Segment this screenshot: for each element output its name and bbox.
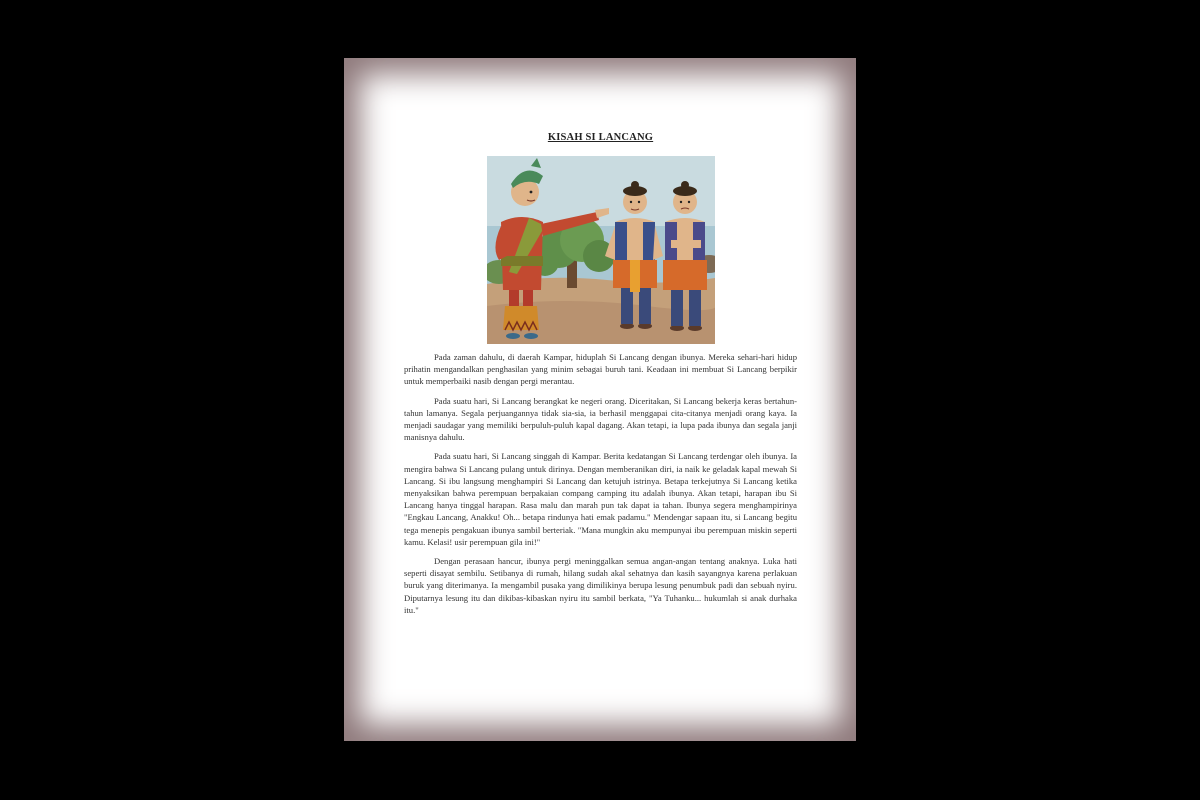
story-paragraph-2: Pada suatu hari, Si Lancang berangkat ke negeri orang. Diceritakan, Si Lancang bekerja keras bertahun-tahun lamanya. Segala perjuangannya tidak sia-sia, ia berhasil menggapai cita-citanya menjadi orang kaya. Ia menjadi saudagar yang memiliki berpuluh-puluh kapal dagang. Akan tetapi, ia lupa pada ibunya dan segala janji manisnya dahulu. [404, 395, 797, 443]
story-paragraph-4: Dengan perasaan hancur, ibunya pergi meninggalkan semua angan-angan tentang anaknya. Luka hati seperti disayat sembilu. Setibanya di rumah, hilang sudah akal sehatnya dan kasih sayangnya karena perlakuan buruk yang diterimanya. Ia mengambil pusaka yang dimilikinya berupa lesung penumbuk padi dan sebuah nyiru. Diputarnya lesung itu dan dikibas-kibaskan nyiru itu sambil berkata, "Ya Tuhanku... hukumlah si anak durhaka itu." [404, 556, 797, 615]
story-illustration [487, 156, 715, 344]
page-content [404, 132, 797, 623]
page-title: KISAH SI LANCANG [547, 132, 654, 143]
story-paragraph-3: Pada suatu hari, Si Lancang singgah di Kampar. Berita kedatangan Si Lancang terdengar oleh ibunya. Ia mengira bahwa Si Lancang pulang untuk dirinya. Dengan memberanikan diri, ia naik ke geladak kapal mewah Si Lancang. Si ibu langsung menghampiri Si Lancang dan ketujuh istrinya. Betapa terkejutnya Si Lancang ketika menyaksikan bahwa perempuan berpakaian compang camping itu adalah ibunya. Akan tetapi, harapan ibu Si Lancang hanya tinggal harapan. Rasa malu dan marah pun tak dapat ia tahan. Ibunya segera menghampirinya "Engkau Lancang, Anakku! Oh... betapa rindunya hati emak padamu." Mendengar sapaan itu, si Lancang begitu tega menepis pengakuan ibunya sambil berteriak. "Mana mungkin aku mempunyai ibu perempuan miskin seperti kamu. Kelasi! usir perempuan gila ini!" [404, 451, 797, 547]
story-paragraph-1: Pada zaman dahulu, di daerah Kampar, hiduplah Si Lancang dengan ibunya. Mereka sehari-hari hidup prihatin mengandalkan penghasilan yang minim sebagai buruh tani. Keadaan ini membuat Si Lancang berpikir untuk memperbaiki nasib dengan pergi merantau. [404, 352, 797, 387]
